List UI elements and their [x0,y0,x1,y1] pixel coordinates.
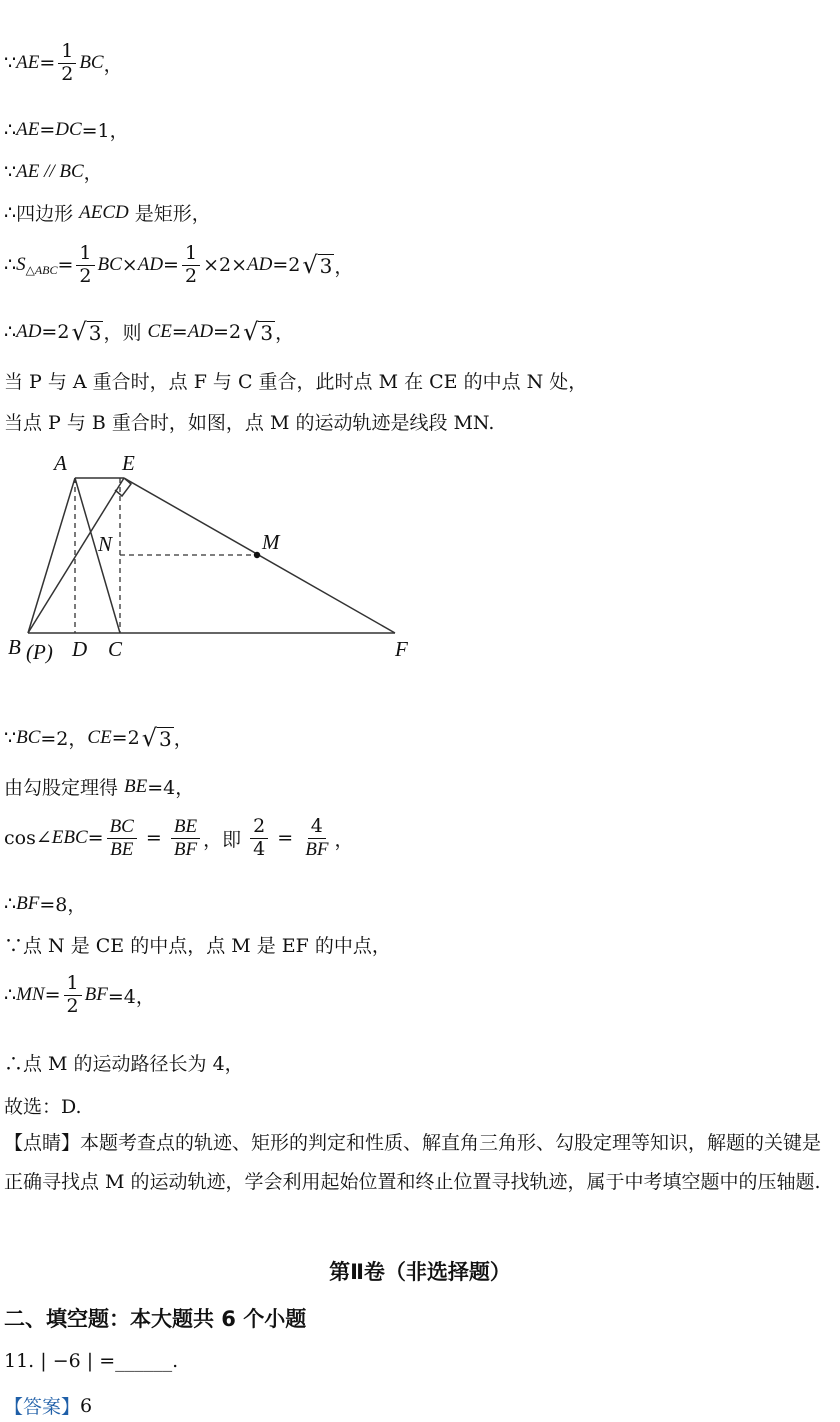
frac-num: BC [107,817,137,839]
var-aecd: AECD [79,201,129,223]
punct: ， [103,53,123,76]
equals-two: =2 [41,320,70,343]
parallel-symbol: // [39,160,60,182]
label-p: (P) [26,640,53,664]
equals: = [44,984,61,1007]
radicand: 3 [319,254,333,279]
frac-den: 2 [61,62,74,85]
fraction-4-bf [302,817,331,860]
radicand: 3 [158,726,172,751]
punct: ， [334,828,354,851]
solution-line-7 [4,367,587,394]
point-m [254,552,260,558]
because-symbol: ∵ [4,726,17,749]
frac-den: BE [110,838,134,860]
radicand: 3 [260,320,274,345]
var-bc: BC [16,726,41,748]
equals-two: =2 [213,320,242,343]
frac-num: 4 [308,817,326,839]
key-point-note: 【点睛】本题考查点的轨迹、矩形的判定和性质、解直角三角形、勾股定理等知识，解题的关键是正确寻找点 M 的运动轨迹，学会利用起始位置和终止位置寻找轨迹，属于中考填空题中的压轴题. [4,1132,822,1193]
answer-blank: ______ [115,1350,173,1372]
text: =4， [107,985,155,1008]
var-bf: BF [16,892,40,914]
therefore-symbol: ∴ [4,254,17,277]
frac-num: 2 [250,817,268,839]
label-m: M [262,530,280,554]
sqrt-three: √ 3 [141,723,172,752]
punct: ， [334,255,354,278]
fraction-2-4 [250,817,268,860]
equals: = [163,254,179,277]
text: ，则 [103,322,148,344]
text: 当 P 与 A 重合时，点 F 与 C 重合，此时点 M 在 CE 的中点 N 处， [4,371,588,393]
frac-num: BE [171,817,200,839]
text: =4， [147,777,195,799]
times: × [121,254,138,277]
frac-den: 2 [66,994,79,1017]
var-bf: BF [84,984,108,1006]
solution-line-10 [4,773,194,800]
label-f: F [395,637,408,661]
segment-ab [28,478,75,633]
equals: = [139,827,168,850]
punct: ， [83,162,103,184]
therefore-symbol: ∴ [4,892,17,915]
var-ebc: EBC [51,827,88,849]
answer-line [4,1392,92,1419]
part-title: 二、填空题：本大题共 6 个小题 [4,1307,307,1331]
var-ae: AE [16,118,40,140]
frac-num: 1 [182,244,200,266]
radicand: 3 [88,320,102,345]
solution-line-13 [4,931,391,958]
solution-line-5 [4,244,353,287]
frac-den: 4 [253,837,266,860]
var-ce: CE [87,726,112,748]
frac-num: 1 [64,974,82,996]
frac-den: 2 [79,264,92,287]
label-a: A [54,451,67,475]
equals: = [57,254,74,277]
fraction-bc-be [107,817,137,860]
var-ce: CE [147,320,172,342]
solution-line-3 [4,158,103,185]
equals: = [39,118,56,141]
text: 当点 P 与 B 重合时，如图，点 M 的运动轨迹是线段 MN. [4,412,495,434]
solution-line-2 [4,116,129,143]
solution-line-14 [4,974,155,1017]
equals: = [87,827,104,850]
because-symbol: ∵ [4,160,17,183]
solution-line-16 [4,1092,82,1119]
therefore-symbol: ∴ [4,320,17,343]
question-11 [4,1350,178,1372]
var-ae: AE [16,52,40,74]
sqrt-three: √ 3 [71,317,102,346]
fraction-half [64,974,82,1017]
text: ，即 [203,828,248,851]
text: ∵点 N 是 CE 的中点，点 M 是 EF 的中点， [4,935,391,957]
equals-two: =2 [272,254,301,277]
frac-den: 2 [184,264,198,287]
because-symbol: ∵ [4,52,17,75]
times-two-times: ×2× [203,254,247,277]
equals-two: =2 [111,726,140,749]
therefore-symbol: ∴ [4,201,17,224]
equals: = [171,320,188,343]
solution-line-11 [4,817,353,860]
var-bc: BC [97,254,122,276]
text: 是矩形， [128,203,211,225]
solution-line-12 [4,890,86,917]
label-e: E [122,451,135,475]
geometry-figure [0,448,430,678]
text: =2， [40,728,88,750]
answer-value: 6 [80,1394,93,1417]
var-ad: AD [137,254,164,276]
fraction-half [182,244,200,287]
var-bc: BC [79,52,104,74]
label-c: C [108,637,123,661]
therefore-symbol: ∴ [4,984,17,1007]
label-d: D [72,637,88,661]
question-number: 11. [4,1350,35,1372]
var-mn: MN [16,984,45,1006]
fraction-half [58,42,76,85]
fraction-be-bf [171,817,200,860]
solution-line-1 [4,42,123,85]
cos-angle: cos∠ [4,827,52,850]
solution-line-9 [4,724,193,751]
frac-den: BF [173,838,198,860]
question-expression: | −6 | = [34,1350,116,1372]
frac-num: 1 [76,244,94,266]
therefore-symbol: ∴ [4,118,17,141]
subscript-triangle-abc: △ABC [25,262,58,277]
fraction-half [76,244,94,287]
punct: . [172,1350,179,1372]
var-ae: AE [16,160,40,182]
frac-den: BF [305,838,329,860]
label-b: B [8,635,21,659]
solution-line-4 [4,199,211,226]
text: ∴点 M 的运动路径长为 4， [4,1053,244,1075]
solution-line-6 [4,318,294,345]
answer-choice: 故选：D. [4,1096,82,1118]
solution-line-8 [4,408,494,435]
var-ad: AD [247,254,273,276]
var-ad: AD [16,320,42,342]
var-bc: BC [59,160,84,182]
text: 四边形 [16,203,80,225]
frac-num: 1 [58,42,76,64]
equals: = [39,52,56,75]
text: =8， [39,894,87,916]
punct: ， [275,322,295,344]
var-s: S [16,254,26,276]
value-text: =1， [81,120,129,142]
label-n: N [98,532,113,556]
var-dc: DC [55,118,82,140]
equals: = [271,827,300,850]
text: 由勾股定理得 [4,777,125,799]
solution-line-15 [4,1049,244,1076]
sqrt-three: √ 3 [243,317,274,346]
section-title: 第Ⅱ卷（非选择题） [329,1260,511,1284]
answer-tag: 【答案】 [4,1396,81,1418]
var-be: BE [124,775,148,797]
punct: ， [173,728,193,750]
sqrt-three: √ 3 [302,251,333,280]
var-ad: AD [187,320,214,342]
